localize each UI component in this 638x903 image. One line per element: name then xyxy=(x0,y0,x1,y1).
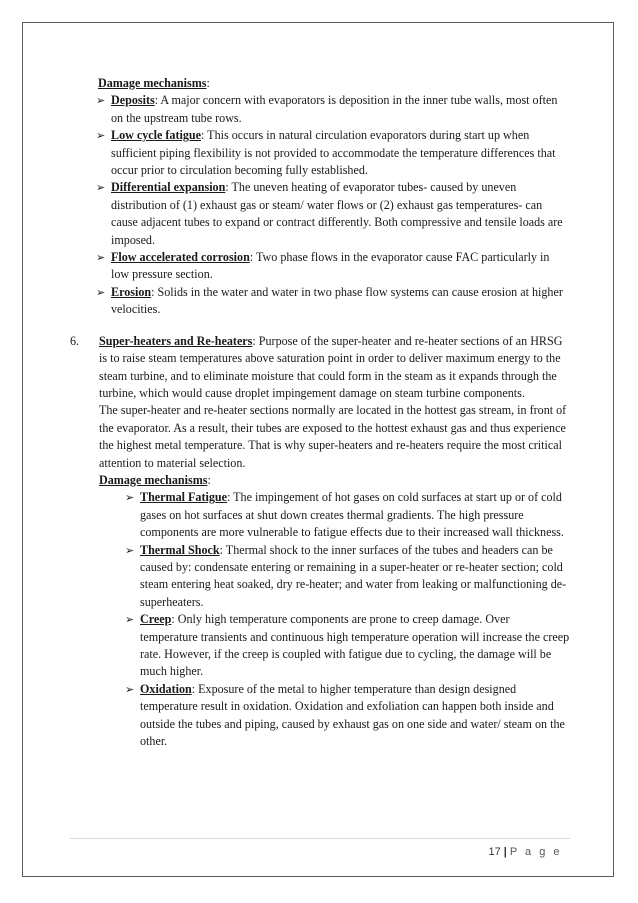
item-text: : Only high temperature components are prone to creep damage. Over temperature transients and continuous high temperature operation will increase the creep rate. However, if the creep is coupled with fatigue due to cycling, the damage will be much higher. xyxy=(140,612,570,679)
list-item xyxy=(70,284,570,319)
section-damage-list xyxy=(99,489,570,750)
section-paragraph: The super-heater and re-heater sections normally are located in the hottest gas stream, in front of the evaporator. As a result, their tubes are exposed to the hottest exhaust gas and thus experience the highest metal temperature. That is why super-heaters and re-heaters require the most critical attention to material selection. xyxy=(99,403,567,470)
item-term: Erosion xyxy=(111,284,152,299)
page-content xyxy=(70,75,570,750)
arrow-bullet-icon: ➢ xyxy=(125,682,135,696)
page-footer xyxy=(489,846,563,858)
arrow-bullet-icon: ➢ xyxy=(125,543,135,557)
list-item xyxy=(99,542,570,612)
arrow-bullet-icon: ➢ xyxy=(96,94,106,108)
item-term: Low cycle fatigue xyxy=(111,128,202,143)
item-term: Deposits xyxy=(111,93,155,108)
item-term: Oxidation xyxy=(140,681,192,696)
item-text: : The uneven heating of evaporator tubes- caused by uneven distribution of (1) exhaust gas or steam/ water flows or (2) exhaust gas temperatures- can cause adjacent tubes to expand or contract differently. Both compressive and tensile loads are imposed. xyxy=(111,180,563,247)
item-term: Differential expansion xyxy=(111,180,226,195)
item-term: Creep xyxy=(140,612,172,627)
item-text: : The impingement of hot gases on cold surfaces at start up or of cold gases on hot surfaces at shut down creates thermal gradients. The high pressure components are more vulnerable to fatigue effects due to their increased wall thickness. xyxy=(140,490,564,540)
item-term: Thermal Shock xyxy=(140,542,220,557)
evaporator-damage-heading: Damage mechanisms: xyxy=(98,76,210,90)
list-item xyxy=(99,611,570,681)
list-item xyxy=(70,249,570,284)
section-intro-text: : Purpose of the super-heater and re-heater sections of an HRSG is to raise steam temperatures above saturation point in order to deliver maximum energy to the steam turbine, and to eliminate moisture that could form in the steam as it expands through the turbine, which would cause droplet impingement damage on steam turbine components. xyxy=(99,333,563,400)
arrow-bullet-icon: ➢ xyxy=(125,491,135,505)
arrow-bullet-icon: ➢ xyxy=(96,251,106,265)
evaporator-damage-list xyxy=(70,92,570,318)
item-text: : A major concern with evaporators is deposition in the inner tube walls, most often on the upstream tube rows. xyxy=(111,93,558,125)
arrow-bullet-icon: ➢ xyxy=(96,181,106,195)
section-damage-heading-text: Damage mechanisms xyxy=(99,472,208,487)
section-damage-heading: Damage mechanisms: xyxy=(99,472,211,487)
footer-divider xyxy=(70,838,570,839)
arrow-bullet-icon: ➢ xyxy=(125,613,135,627)
item-term: Thermal Fatigue xyxy=(140,490,227,505)
item-text: : Thermal shock to the inner surfaces of the tubes and headers can be caused by: condensate entering or remaining in a super-heater or re-heater section; cold steam entering heat soaked, dry re-heater; and water from leaking or malfunctioning de-superheaters. xyxy=(140,542,567,609)
page-number: 17 xyxy=(488,846,501,858)
list-item xyxy=(70,92,570,127)
list-item xyxy=(99,489,570,541)
arrow-bullet-icon: ➢ xyxy=(96,285,106,299)
footer-separator: | xyxy=(503,846,507,858)
arrow-bullet-icon: ➢ xyxy=(96,129,106,143)
section-number: 6. xyxy=(70,333,80,348)
list-item xyxy=(99,681,570,751)
item-text: : Two phase flows in the evaporator cause FAC particularly in low pressure section. xyxy=(111,250,550,282)
item-text: : This occurs in natural circulation evaporators during start up when sufficient piping flexibility is not provided to accommodate the temperature differences that occur prior to circulation becoming fully established. xyxy=(111,128,556,178)
item-text: : Exposure of the metal to higher temperature than design designed temperature result in oxidation. Oxidation and exfoliation can happen both inside and outside the tubes and piping, caused by exhaust gas on one side and water/ steam on the other. xyxy=(140,681,565,749)
evaporator-damage-heading-text: Damage mechanisms xyxy=(98,76,207,90)
list-item xyxy=(70,127,570,179)
item-term: Flow accelerated corrosion xyxy=(111,250,250,265)
item-text: : Solids in the water and water in two phase flow systems can cause erosion at higher velocities. xyxy=(111,284,563,317)
page-label: P a g e xyxy=(509,846,562,858)
section-super-heaters xyxy=(70,333,570,751)
section-intro xyxy=(99,333,570,403)
list-item xyxy=(70,179,570,249)
section-title: Super-heaters and Re-heaters xyxy=(99,333,253,348)
